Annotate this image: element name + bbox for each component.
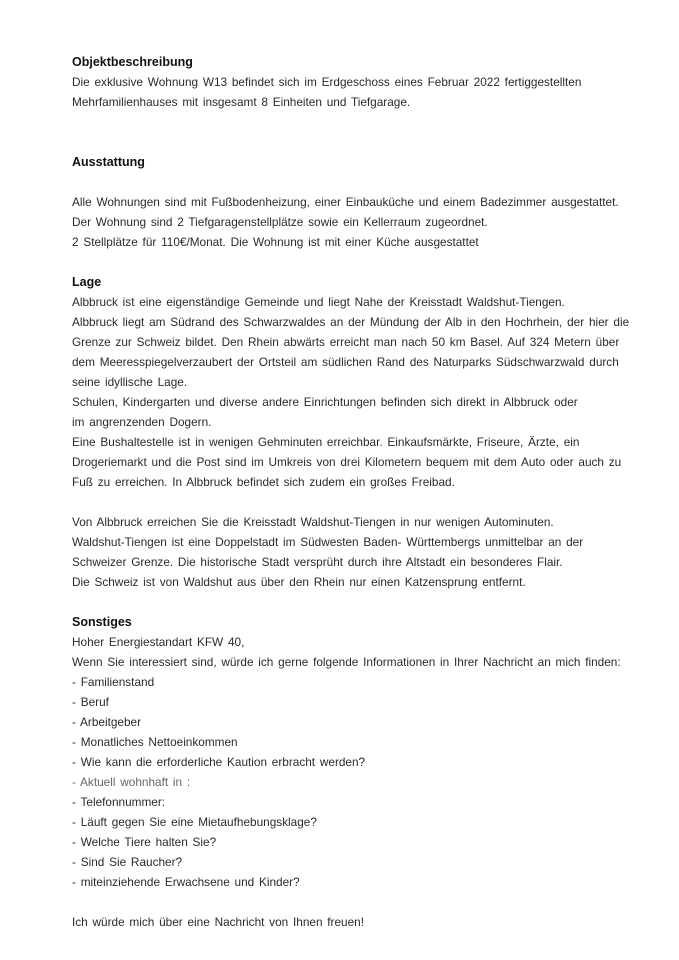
lage-line: Fuß zu erreichen. In Albbruck befindet sich zudem ein großes Freibad. — [72, 475, 455, 489]
section-lage — [72, 272, 632, 592]
list-item: - Welche Tiere halten Sie? — [72, 835, 217, 849]
lage-line: Von Albbruck erreichen Sie die Kreisstadt Waldshut-Tiengen in nur wenigen Autominuten. — [72, 515, 554, 529]
ausstattung-line: 2 Stellplätze für 110€/Monat. Die Wohnung ist mit einer Küche ausgestattet — [72, 235, 479, 249]
objekt-line: Mehrfamilienhauses mit insgesamt 8 Einheiten und Tiefgarage. — [72, 95, 411, 109]
heading-lage: Lage — [72, 275, 102, 289]
list-item: - Arbeitgeber — [72, 715, 142, 729]
lage-line: Eine Bushaltestelle ist in wenigen Gehminuten erreichbar. Einkaufsmärkte, Friseure, Ärzte, ein — [72, 435, 580, 449]
heading-sonstiges: Sonstiges — [72, 615, 132, 629]
heading-ausstattung: Ausstattung — [72, 155, 145, 169]
lage-line: Schulen, Kindergarten und diverse andere Einrichtungen befinden sich direkt in Albbruck oder — [72, 395, 578, 409]
list-item: - Beruf — [72, 695, 109, 709]
closing-line: Ich würde mich über eine Nachricht von Ihnen freuen! — [72, 915, 365, 929]
lage-line: Drogeriemarkt und die Post sind im Umkreis von drei Kilometern bequem mit dem Auto oder auch zu — [72, 455, 622, 469]
sonstiges-line: Hoher Energiestandart KFW 40, — [72, 635, 245, 649]
list-item: - miteinziehende Erwachsene und Kinder? — [72, 875, 300, 889]
lage-line: Albbruck ist eine eigenständige Gemeinde und liegt Nahe der Kreisstadt Waldshut-Tiengen. — [72, 295, 565, 309]
list-item: - Aktuell wohnhaft in : — [72, 775, 191, 789]
lage-line: Waldshut-Tiengen ist eine Doppelstadt im Südwesten Baden- Württembergs unmittelbar an der — [72, 535, 584, 549]
required-info-list — [72, 672, 632, 892]
ausstattung-line: Alle Wohnungen sind mit Fußbodenheizung, einer Einbauküche und einem Badezimmer ausgestattet. — [72, 195, 619, 209]
list-item: - Sind Sie Raucher? — [72, 855, 183, 869]
lage-line: im angrenzenden Dogern. — [72, 415, 212, 429]
ausstattung-line: Der Wohnung sind 2 Tiefgaragenstellplätze sowie ein Kellerraum zugeordnet. — [72, 215, 488, 229]
list-item: - Läuft gegen Sie eine Mietaufhebungsklage? — [72, 815, 317, 829]
lage-line: Grenze zur Schweiz bildet. Den Rhein abwärts erreicht man nach 50 km Basel. Auf 324 Metern über — [72, 335, 620, 349]
list-item: - Wie kann die erforderliche Kaution erbracht werden? — [72, 755, 366, 769]
lage-line: Die Schweiz ist von Waldshut aus über den Rhein nur einen Katzensprung entfernt. — [72, 575, 526, 589]
lage-line: Schweizer Grenze. Die historische Stadt versprüht durch ihre Altstadt ein besonderes Flair. — [72, 555, 563, 569]
list-item: - Telefonnummer: — [72, 795, 166, 809]
lage-line: dem Meeresspiegelverzaubert der Ortsteil am südlichen Rand des Naturparks Südschwarzwald durch — [72, 355, 619, 369]
list-item: - Familienstand — [72, 675, 155, 689]
sonstiges-line: Wenn Sie interessiert sind, würde ich gerne folgende Informationen in Ihrer Nachricht an mich finden: — [72, 655, 621, 669]
list-item: - Monatliches Nettoeinkommen — [72, 735, 238, 749]
lage-line: seine idyllische Lage. — [72, 375, 188, 389]
objekt-line: Die exklusive Wohnung W13 befindet sich im Erdgeschoss eines Februar 2022 fertiggestellten — [72, 75, 582, 89]
lage-line: Albbruck liegt am Südrand des Schwarzwaldes an der Mündung der Alb in den Hochrhein, der hier die — [72, 315, 630, 329]
section-objektbeschreibung — [72, 52, 632, 112]
document-page — [72, 52, 632, 932]
heading-objektbeschreibung: Objektbeschreibung — [72, 55, 193, 69]
section-sonstiges — [72, 612, 632, 932]
section-ausstattung — [72, 152, 632, 252]
